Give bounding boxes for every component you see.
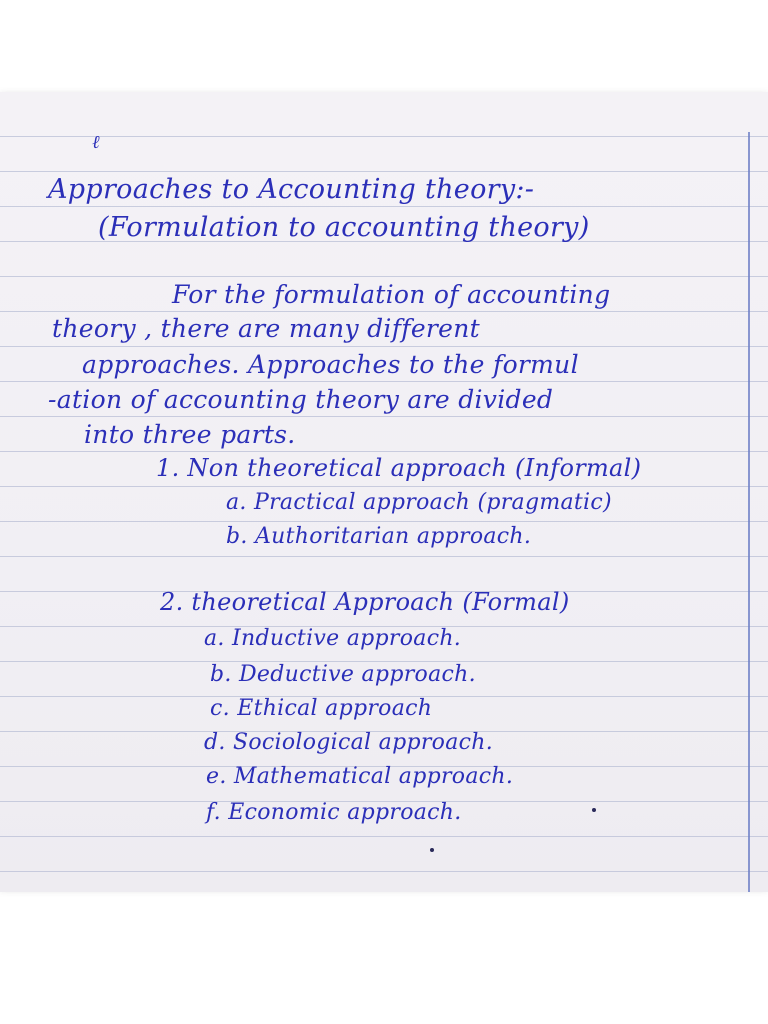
ruled-line	[0, 136, 768, 137]
ruled-line	[0, 276, 768, 277]
pen-dot	[592, 808, 596, 812]
list-item: a. Practical approach (pragmatic)	[226, 490, 612, 515]
section-heading: 1. Non theoretical approach (Informal)	[156, 454, 642, 482]
ruled-line	[0, 171, 768, 172]
paragraph-line: -ation of accounting theory are divided	[48, 385, 554, 414]
note-subtitle: (Formulation to accounting theory)	[98, 212, 590, 243]
paragraph-line: into three parts.	[84, 420, 296, 449]
notebook-page	[0, 92, 768, 892]
list-item: f. Economic approach.	[206, 800, 462, 825]
list-item: b. Deductive approach.	[210, 662, 476, 687]
list-item: b. Authoritarian approach.	[226, 524, 532, 549]
ruled-line	[0, 346, 768, 347]
ruled-line	[0, 416, 768, 417]
ruled-line	[0, 871, 768, 872]
list-item: c. Ethical approach	[210, 696, 433, 721]
section-heading: 2. theoretical Approach (Formal)	[160, 588, 570, 616]
pen-mark: ℓ	[92, 132, 100, 153]
ruled-line	[0, 206, 768, 207]
ruled-line	[0, 521, 768, 522]
paragraph-line: approaches. Approaches to the formul	[82, 350, 579, 379]
ruled-line	[0, 311, 768, 312]
ruled-line	[0, 556, 768, 557]
ruled-line	[0, 486, 768, 487]
ruled-line	[0, 381, 768, 382]
ruled-line	[0, 451, 768, 452]
note-title: Approaches to Accounting theory:-	[48, 174, 535, 205]
pen-dot	[430, 848, 434, 852]
list-item: e. Mathematical approach.	[206, 764, 514, 789]
margin-line	[748, 132, 750, 892]
list-item: d. Sociological approach.	[204, 730, 493, 755]
paragraph-line: theory , there are many different	[52, 314, 481, 343]
ruled-line	[0, 836, 768, 837]
paragraph-line: For the formulation of accounting	[172, 280, 611, 309]
list-item: a. Inductive approach.	[204, 626, 462, 651]
